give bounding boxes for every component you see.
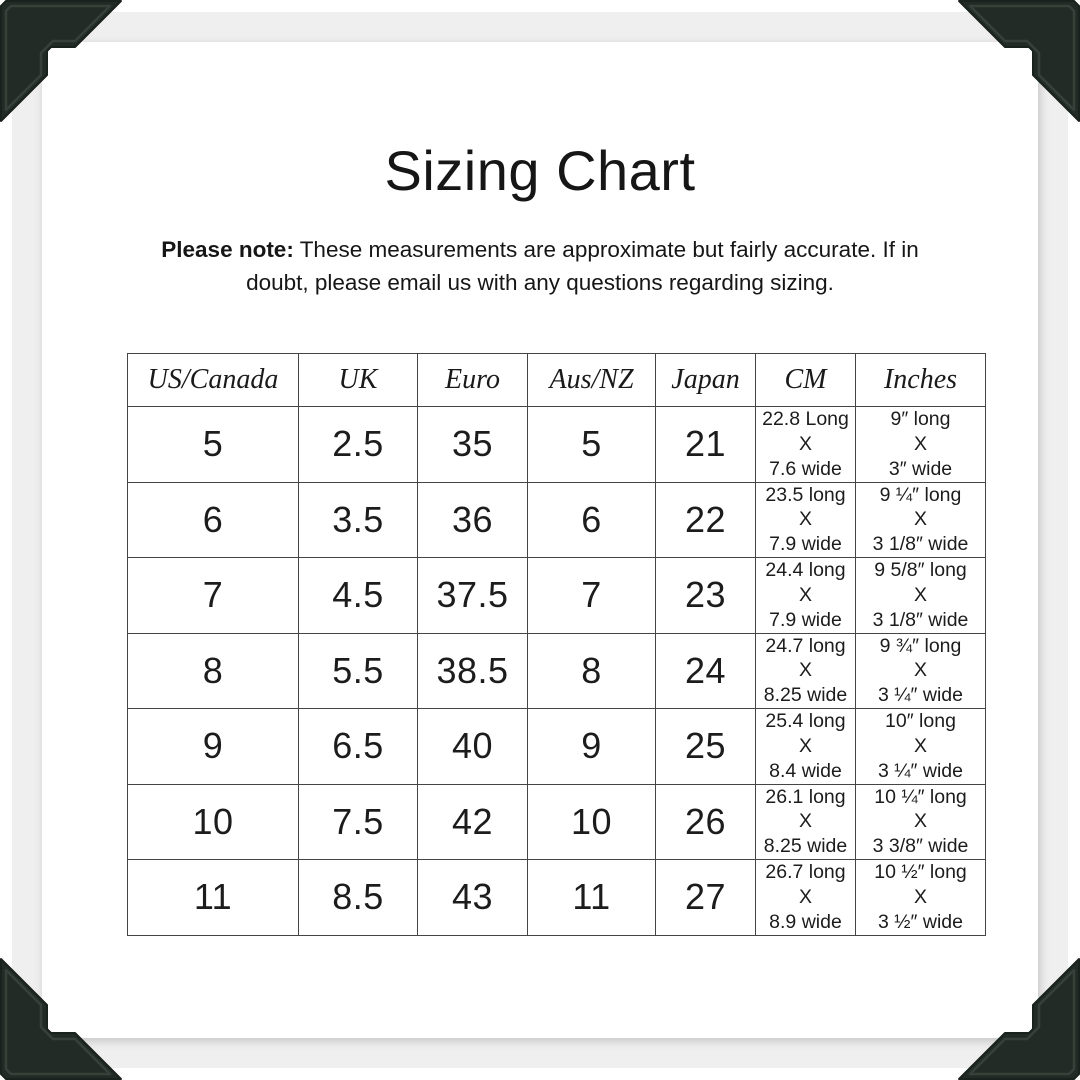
cell-inches [856, 482, 986, 558]
cell-cm [756, 558, 856, 634]
cell-cm [756, 860, 856, 936]
cell-euro: 40 [418, 709, 528, 785]
cell-japan: 25 [656, 709, 756, 785]
cell-uk: 6.5 [299, 709, 418, 785]
cell-aus-nz: 7 [528, 558, 656, 634]
cell-aus-nz: 10 [528, 784, 656, 860]
cm-x: X [798, 885, 812, 908]
inches-wide: 3 ½″ wide [878, 910, 963, 933]
cell-euro: 37.5 [418, 558, 528, 634]
inches-x: X [913, 659, 927, 682]
cell-inches [856, 633, 986, 709]
cell-inches [856, 407, 986, 483]
inches-wide: 3 3/8″ wide [872, 835, 969, 858]
cell-japan: 23 [656, 558, 756, 634]
note-line1: These measurements are approximate but fairly accurate. If in [299, 237, 919, 262]
sizing-table [127, 353, 986, 936]
cell-us-canada: 9 [128, 709, 299, 785]
col-header-uk: UK [299, 354, 418, 407]
cell-us-canada: 10 [128, 784, 299, 860]
cell-cm [756, 407, 856, 483]
cm-x: X [798, 734, 812, 757]
inches-long: 9 ¼″ long [879, 483, 962, 506]
inches-x: X [913, 508, 927, 531]
size-row [128, 482, 986, 558]
inches-wide: 3 ¼″ wide [878, 759, 963, 782]
cell-cm [756, 633, 856, 709]
cm-x: X [798, 810, 812, 833]
col-header-inches: Inches [856, 354, 986, 407]
cm-x: X [798, 508, 812, 531]
inches-long: 9″ long [890, 408, 951, 431]
cell-uk: 7.5 [299, 784, 418, 860]
col-header-cm: CM [756, 354, 856, 407]
table-header-row [128, 354, 986, 407]
cm-long: 24.4 long [765, 559, 846, 582]
cell-inches [856, 558, 986, 634]
cell-aus-nz: 11 [528, 860, 656, 936]
inches-wide: 3 ¼″ wide [878, 684, 963, 707]
cell-us-canada: 8 [128, 633, 299, 709]
cell-euro: 43 [418, 860, 528, 936]
cell-us-canada: 6 [128, 482, 299, 558]
cm-long: 26.1 long [765, 785, 846, 808]
cell-us-canada: 11 [128, 860, 299, 936]
cell-cm [756, 709, 856, 785]
cell-inches [856, 784, 986, 860]
cm-x: X [798, 432, 812, 455]
cm-long: 22.8 Long [762, 408, 849, 431]
cm-wide: 7.9 wide [769, 533, 842, 556]
size-row [128, 709, 986, 785]
inches-wide: 3″ wide [888, 457, 953, 480]
inches-long: 10 ¼″ long [874, 785, 967, 808]
note-label: Please note: [161, 237, 294, 262]
size-row [128, 558, 986, 634]
size-row [128, 633, 986, 709]
col-header-aus-nz: Aus/NZ [528, 354, 656, 407]
col-header-japan: Japan [656, 354, 756, 407]
cell-us-canada: 7 [128, 558, 299, 634]
cell-euro: 36 [418, 482, 528, 558]
inches-long: 9 5/8″ long [874, 559, 967, 582]
cm-wide: 7.9 wide [769, 608, 842, 631]
cm-x: X [798, 583, 812, 606]
cell-uk: 2.5 [299, 407, 418, 483]
cm-wide: 8.4 wide [769, 759, 842, 782]
cell-euro: 42 [418, 784, 528, 860]
cm-long: 23.5 long [765, 483, 846, 506]
cm-long: 26.7 long [765, 861, 846, 884]
cm-long: 24.7 long [765, 634, 846, 657]
cell-inches [856, 709, 986, 785]
cm-wide: 8.9 wide [769, 910, 842, 933]
col-header-us-canada: US/Canada [128, 354, 299, 407]
cm-wide: 8.25 wide [763, 835, 848, 858]
cell-japan: 27 [656, 860, 756, 936]
col-header-euro: Euro [418, 354, 528, 407]
document-page [42, 42, 1038, 1038]
note-paragraph [42, 233, 1038, 299]
inches-long: 9 ¾″ long [879, 634, 962, 657]
cm-wide: 7.6 wide [769, 457, 842, 480]
size-row [128, 860, 986, 936]
cell-japan: 26 [656, 784, 756, 860]
cell-uk: 8.5 [299, 860, 418, 936]
cell-aus-nz: 5 [528, 407, 656, 483]
inches-long: 10″ long [885, 710, 956, 733]
cm-long: 25.4 long [765, 710, 846, 733]
cell-euro: 35 [418, 407, 528, 483]
cm-x: X [798, 659, 812, 682]
cell-japan: 21 [656, 407, 756, 483]
inches-x: X [913, 583, 927, 606]
size-row [128, 407, 986, 483]
note-line2: doubt, please email us with any questions regarding sizing. [246, 270, 834, 295]
inches-x: X [913, 810, 927, 833]
inches-wide: 3 1/8″ wide [872, 533, 969, 556]
cell-us-canada: 5 [128, 407, 299, 483]
inches-x: X [913, 885, 927, 908]
cm-wide: 8.25 wide [763, 684, 848, 707]
inches-wide: 3 1/8″ wide [872, 608, 969, 631]
cell-uk: 3.5 [299, 482, 418, 558]
cell-uk: 5.5 [299, 633, 418, 709]
cell-japan: 24 [656, 633, 756, 709]
page-title: Sizing Chart [384, 139, 696, 202]
cell-cm [756, 482, 856, 558]
size-row [128, 784, 986, 860]
cell-euro: 38.5 [418, 633, 528, 709]
inches-x: X [913, 432, 927, 455]
cell-japan: 22 [656, 482, 756, 558]
cell-uk: 4.5 [299, 558, 418, 634]
cell-inches [856, 860, 986, 936]
cell-aus-nz: 9 [528, 709, 656, 785]
cell-aus-nz: 8 [528, 633, 656, 709]
inches-long: 10 ½″ long [874, 861, 967, 884]
cell-aus-nz: 6 [528, 482, 656, 558]
inches-x: X [913, 734, 927, 757]
cell-cm [756, 784, 856, 860]
